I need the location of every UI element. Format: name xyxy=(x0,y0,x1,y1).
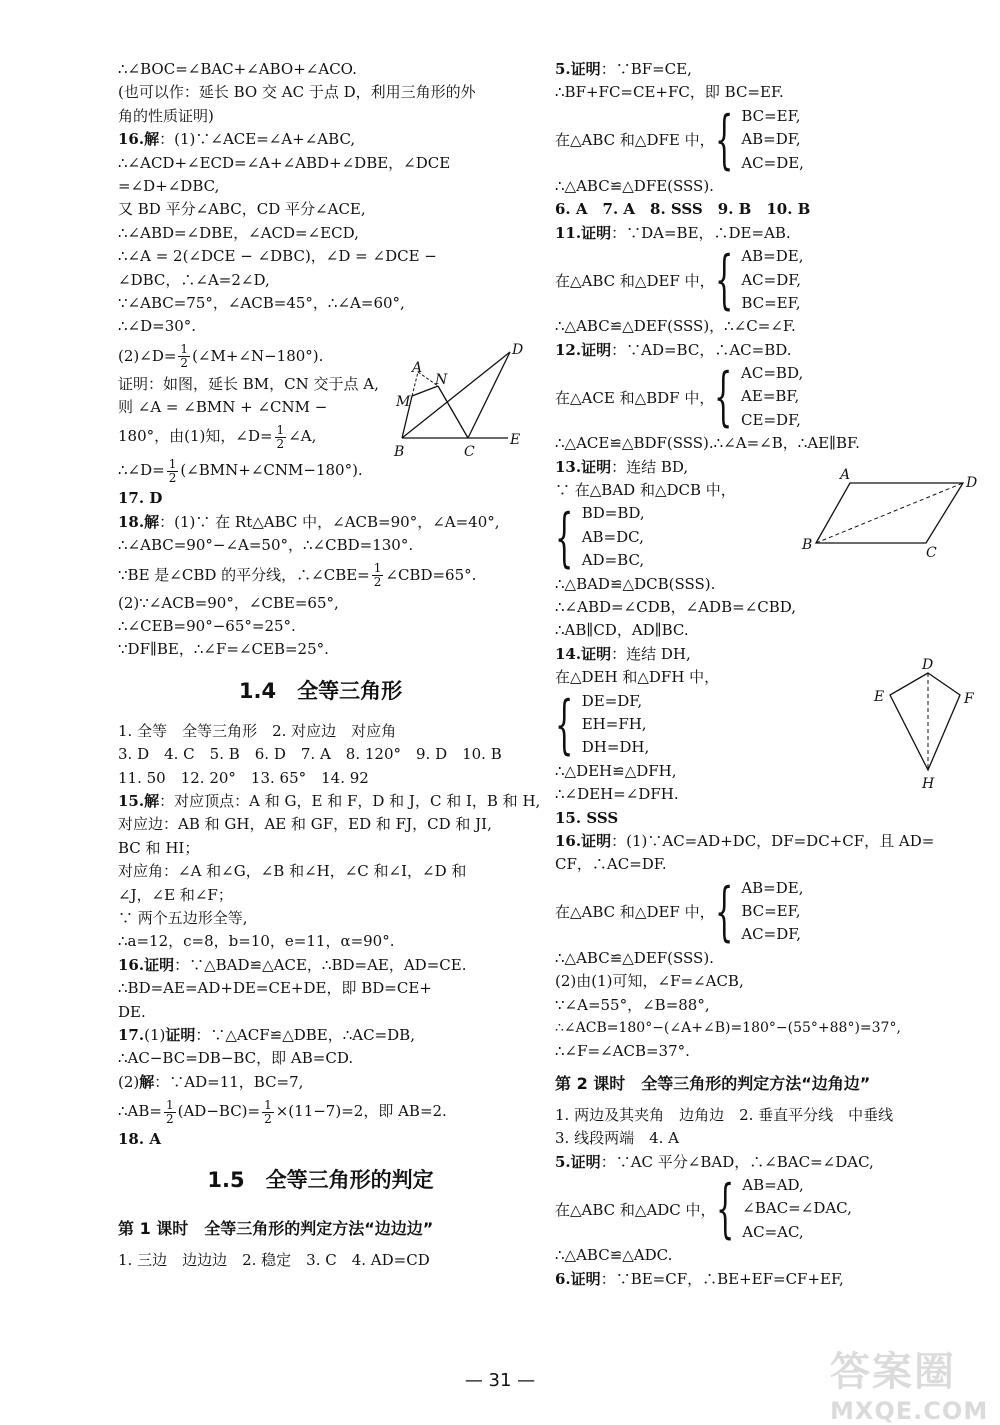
answer-line: 17. D xyxy=(118,489,163,508)
text-line: 对应角：∠A 和∠G，∠B 和∠H，∠C 和∠I，∠D 和 xyxy=(118,862,467,881)
condition: AD=BC, xyxy=(581,551,645,570)
text-line: CF，∴AC=DF. xyxy=(555,855,667,874)
text-line: ∴△ABC≌△ADC. xyxy=(555,1246,673,1265)
text-line: 1. 三边 边边边 2. 稳定 3. C 4. AD=CD xyxy=(118,1251,430,1270)
q-number: 13. xyxy=(555,457,582,476)
text-line xyxy=(118,558,523,592)
text-line: BC 和 HI； xyxy=(118,838,200,857)
kite-DEHF xyxy=(890,673,960,770)
text-line xyxy=(118,1071,523,1094)
text: (∠BMN+∠CNM−180°). xyxy=(180,461,363,480)
brace-icon: { xyxy=(715,1172,734,1247)
fraction xyxy=(164,1099,176,1126)
text-line: =∠D+∠DBC, xyxy=(118,176,220,195)
condition: AC=DE, xyxy=(741,153,804,172)
q-label: 解 xyxy=(144,791,160,810)
brace-list xyxy=(741,105,804,175)
answer-line: 18. A xyxy=(118,1130,161,1149)
text: ：∵AD=11，BC=7, xyxy=(154,1072,304,1091)
label-F: F xyxy=(964,691,974,707)
brace-list xyxy=(582,690,650,760)
condition: AB=DE, xyxy=(741,878,804,897)
text-line: ∵ 在△BAD 和△DCB 中， xyxy=(555,481,736,500)
text: 在△ABC 和△DEF 中， xyxy=(555,271,715,290)
text-line xyxy=(555,1268,995,1291)
brace-list xyxy=(741,362,803,432)
text-line: 对应边：AB 和 GH，AE 和 GF，ED 和 FJ，CD 和 JI, xyxy=(118,815,492,834)
numerator: 1 xyxy=(264,1097,272,1112)
text: ：对应顶点：A 和 G，E 和 F，D 和 J，C 和 I，B 和 H, xyxy=(159,791,541,810)
label-N: N xyxy=(435,372,448,388)
text: ∠A, xyxy=(288,427,317,446)
denominator: 2 xyxy=(264,1111,272,1126)
parallelogram-figure xyxy=(798,465,990,560)
text-line: ∴△ABC≌△DFE(SSS). xyxy=(555,176,714,195)
text: ：(1)∵ 在 Rt△ABC 中，∠ACB=90°，∠A=40°, xyxy=(159,512,500,531)
text-line: 证明：如图，延长 BM，CN 交于点 A, xyxy=(118,374,379,393)
q-number: 5. xyxy=(555,60,571,78)
text: ∵BE 是∠CBD 的平分线，∴∠CBE= xyxy=(118,565,370,584)
condition: AC=DF, xyxy=(741,925,802,944)
fraction xyxy=(372,562,384,589)
q-number: 12. xyxy=(555,340,582,359)
text-line: ∴BF+FC=CE+FC，即 BC=EF. xyxy=(555,83,784,102)
fraction xyxy=(178,343,190,370)
text: ：∵BF=CE, xyxy=(600,60,692,78)
text-line: ∵ 两个五边形全等, xyxy=(118,908,248,927)
text: 在△ABC 和△DFE 中， xyxy=(555,131,715,150)
fraction xyxy=(262,1099,274,1126)
denominator: 2 xyxy=(373,575,382,590)
condition: BD=BD, xyxy=(581,504,645,523)
text-line: 则 ∠A = ∠BMN + ∠CNM − xyxy=(118,398,328,417)
q-label: 证明 xyxy=(581,831,612,850)
text-line: (2)∵∠ACB=90°，∠CBE=65°, xyxy=(118,593,339,612)
text-line: ∴∠D=30°. xyxy=(118,317,197,336)
label-H: H xyxy=(922,776,935,792)
watermark-line1: 答案圈 xyxy=(830,1349,956,1395)
text: 在△ABC 和△ADC 中， xyxy=(555,1200,716,1219)
denominator: 2 xyxy=(276,436,285,451)
brace-list xyxy=(741,877,803,947)
text-line: ∵∠A=55°，∠B=88°, xyxy=(555,995,710,1014)
section-title: 1.4 全等三角形 xyxy=(238,678,403,703)
text: (1) xyxy=(144,1025,166,1044)
text: ：∵△ACF≌△DBE，∴AC=DB, xyxy=(195,1025,415,1044)
numerator: 1 xyxy=(373,561,382,576)
section-title: 1.5 全等三角形的判定 xyxy=(207,1168,434,1193)
denominator: 2 xyxy=(168,470,177,485)
text-line: ∴∠ABC=90°−∠A=50°，∴∠CBD=130°. xyxy=(118,536,414,555)
q-label: 证明 xyxy=(144,955,175,974)
brace-group xyxy=(555,360,995,435)
condition: AB=DE, xyxy=(741,247,804,266)
text-line: ∴AC−BC=DB−BC，即 AB=CD. xyxy=(118,1049,354,1068)
brace-icon: { xyxy=(555,500,574,575)
label-B: B xyxy=(394,444,405,460)
q-number: 11. xyxy=(555,223,582,242)
text-line xyxy=(555,58,995,81)
text-line: 1. 两边及其夹角 边角边 2. 垂直平分线 中垂线 xyxy=(555,1105,894,1124)
text: (AD−BC)= xyxy=(177,1102,261,1121)
text-line: (也可以作：延长 BO 交 AC 于点 D，利用三角形的外 xyxy=(118,83,476,102)
text-line: ∴∠ACD+∠ECD=∠A+∠ABD+∠DBE，∠DCE xyxy=(118,153,451,172)
q-number: 6. xyxy=(555,1269,571,1288)
page-number: — 31 — xyxy=(464,1370,536,1391)
label-D: D xyxy=(966,475,978,491)
brace-group xyxy=(555,102,995,177)
text-line: ∴∠A = 2(∠DCE − ∠DBC)，∠D = ∠DCE − xyxy=(118,247,437,266)
brace-icon: { xyxy=(555,687,574,762)
text-line xyxy=(555,339,995,362)
text: ：∵BE=CF，∴BE+EF=CF+EF, xyxy=(600,1269,844,1288)
numerator: 1 xyxy=(168,456,177,471)
q-number: 16. xyxy=(118,130,145,149)
q-number: 14. xyxy=(555,644,582,663)
label-E: E xyxy=(510,432,521,448)
text-line: ∴∠ABD=∠CDB，∠ADB=∠CBD, xyxy=(555,597,797,616)
text-line: ∵∠ABC=75°，∠ACB=45°，∴∠A=60°, xyxy=(118,293,405,312)
text-line: DE. xyxy=(118,1002,146,1021)
q-label: 证明 xyxy=(570,1152,601,1171)
text-line: ∴AB∥CD，AD∥BC. xyxy=(555,621,689,640)
numerator: 1 xyxy=(165,1097,174,1112)
text-line xyxy=(555,222,995,245)
q-label: 证明 xyxy=(581,457,612,476)
condition: AC=AC, xyxy=(742,1222,804,1241)
text-line: ∴∠ABD=∠DBE，∠ACD=∠ECD, xyxy=(118,223,359,242)
watermark-line2: MXQE.COM xyxy=(830,1397,989,1425)
text-line: 在△DEH 和△DFH 中， xyxy=(555,668,720,687)
condition: EH=FH, xyxy=(581,714,647,733)
left-column xyxy=(118,58,541,1273)
text-line: ∴∠CEB=90°−65°=25°. xyxy=(118,617,296,636)
condition: AC=DF, xyxy=(741,270,802,289)
condition: AB=DC, xyxy=(581,527,644,546)
condition: AC=BD, xyxy=(741,364,804,383)
text: ∠CBD=65°. xyxy=(385,565,477,584)
text-line xyxy=(118,1094,523,1128)
text-line: (2)由(1)可知，∠F=∠ACB, xyxy=(555,972,744,991)
q-label: 解 xyxy=(144,130,160,149)
watermark xyxy=(830,1340,995,1425)
brace-icon: { xyxy=(714,360,733,435)
text: ∴∠D= xyxy=(118,461,165,480)
brace-list xyxy=(582,502,645,572)
text-line: ∴△DEH≌△DFH, xyxy=(555,761,677,780)
label-M: M xyxy=(396,394,411,410)
label-E: E xyxy=(874,689,885,705)
text-line: 角的性质证明) xyxy=(118,106,214,125)
text: ：连结 DH, xyxy=(611,644,691,663)
answer-line: 15. SSS xyxy=(555,808,619,827)
text-line: ∴∠BOC=∠BAC+∠ABO+∠ACO. xyxy=(118,60,357,78)
kite-figure xyxy=(870,655,985,795)
q-label: 证明 xyxy=(570,60,601,78)
q-label: 证明 xyxy=(581,223,612,242)
text: ：(1)∵AC=AD+DC，DF=DC+CF，且 AD= xyxy=(611,831,935,850)
brace-icon: { xyxy=(714,102,733,177)
fraction xyxy=(275,424,287,451)
label-A: A xyxy=(840,467,851,483)
text: (2) xyxy=(118,1072,140,1091)
text: ：∵AD=BC，∴AC=BD. xyxy=(611,340,792,359)
condition: AE=BF, xyxy=(741,387,800,406)
q16-line xyxy=(118,128,523,151)
q-number: 17. xyxy=(118,1025,145,1044)
condition: BC=EF, xyxy=(741,106,801,125)
text-line: ∴∠F=∠ACB=37°. xyxy=(555,1042,690,1061)
text: ：∵AC 平分∠BAD，∴∠BAC=∠DAC, xyxy=(600,1152,874,1171)
text-line: ∴a=12，c=8，b=10，e=11，α=90°. xyxy=(118,932,395,951)
label-C: C xyxy=(464,444,475,460)
text-line: 又 BD 平分∠ABC，CD 平分∠ACE, xyxy=(118,200,366,219)
text: ∴AB= xyxy=(118,1102,162,1121)
text: (∠M+∠N−180°). xyxy=(192,346,324,365)
q-label: 证明 xyxy=(581,644,612,663)
fraction xyxy=(167,458,179,485)
label-B: B xyxy=(802,537,813,553)
text-line: 3. 线段两端 4. A xyxy=(555,1129,679,1148)
condition: BC=EF, xyxy=(741,293,801,312)
text-line: ∴BD=AE=AD+DE=CE+DE，即 BD=CE+ xyxy=(118,979,432,998)
brace-icon: { xyxy=(714,243,733,318)
q-number: 18. xyxy=(118,512,145,531)
condition: AB=AD, xyxy=(742,1175,804,1194)
q-label: 证明 xyxy=(570,1269,601,1288)
line-NC xyxy=(438,386,468,438)
condition: BC=EF, xyxy=(741,902,801,921)
label-C: C xyxy=(926,545,937,560)
text-line: ∴△BAD≌△DCB(SSS). xyxy=(555,574,716,593)
text-line xyxy=(118,954,523,977)
subsection-title: 第 1 课时 全等三角形的判定方法“边边边” xyxy=(118,1219,434,1239)
text: (2)∠D= xyxy=(118,346,177,365)
q-label: 证明 xyxy=(165,1025,196,1044)
q18-line xyxy=(118,511,523,534)
q-number: 15. xyxy=(118,791,145,810)
text-line xyxy=(555,830,995,853)
text-line: ∴∠ACB=180°−(∠A+∠B)=180°−(55°+88°)=37°, xyxy=(555,1020,901,1037)
text: ：∵DA=BE，∴DE=AB. xyxy=(611,223,791,242)
text-line: ∴△ABC≌△DEF(SSS). xyxy=(555,948,714,967)
text-line xyxy=(555,1151,995,1174)
text: 在△ACE 和△BDF 中， xyxy=(555,388,715,407)
condition: ∠BAC=∠DAC, xyxy=(742,1199,852,1218)
denominator: 2 xyxy=(165,1111,174,1126)
denominator: 2 xyxy=(180,356,189,371)
condition: CE=DF, xyxy=(741,410,801,429)
text-line: 11. 50 12. 20° 13. 65° 14. 92 xyxy=(118,768,369,787)
q-label: 解 xyxy=(144,512,160,531)
condition: DE=DF, xyxy=(581,691,643,710)
brace-group xyxy=(555,243,995,318)
text-line: ∵DF∥BE，∴∠F=∠CEB=25°. xyxy=(118,640,329,659)
text: ：(1)∵∠ACE=∠A+∠ABC, xyxy=(159,130,356,149)
text-line: ∴∠DEH=∠DFH. xyxy=(555,785,679,804)
text-line: 3. D 4. C 5. B 6. D 7. A 8. 120° 9. D 10. B xyxy=(118,745,502,764)
text-line xyxy=(118,790,541,813)
brace-list xyxy=(742,1174,852,1244)
text-line xyxy=(118,1024,523,1047)
text: ：连结 BD, xyxy=(611,457,689,476)
label-A: A xyxy=(412,360,423,376)
brace-icon: { xyxy=(714,874,733,949)
text-line: ∠J，∠E 和∠F； xyxy=(118,885,233,904)
q-number: 16. xyxy=(555,831,582,850)
text: ：∵△BAD≌△ACE，∴BD=AE，AD=CE. xyxy=(174,955,467,974)
label-D: D xyxy=(512,342,524,358)
text-line: ∴△ACE≌△BDF(SSS).∴∠A=∠B，∴AE∥BF. xyxy=(555,434,860,453)
brace-group xyxy=(555,874,995,949)
text: 在△ABC 和△DEF 中， xyxy=(555,903,715,922)
q-label: 解 xyxy=(139,1072,155,1091)
brace-list xyxy=(741,245,803,315)
triangle-figure xyxy=(388,340,528,460)
q-number: 5. xyxy=(555,1152,571,1171)
answer-line: 6. A 7. A 8. SSS 9. B 10. B xyxy=(555,200,811,219)
dashed-BD xyxy=(816,483,963,543)
numerator: 1 xyxy=(276,422,285,437)
text: ×(11−7)=2，即 AB=2. xyxy=(275,1102,447,1121)
numerator: 1 xyxy=(180,342,189,357)
q-number: 16. xyxy=(118,955,145,974)
condition: DH=DH, xyxy=(581,738,650,757)
text-line: ∴△ABC≌△DEF(SSS)，∴∠C=∠F. xyxy=(555,317,796,336)
text: 180°，由(1)知，∠D= xyxy=(118,427,273,446)
q-label: 证明 xyxy=(581,340,612,359)
line-CD xyxy=(468,352,510,438)
brace-group xyxy=(555,1172,995,1247)
condition: AB=DF, xyxy=(741,130,801,149)
text-line: ∠DBC，∴∠A=2∠D, xyxy=(118,270,270,289)
label-D: D xyxy=(922,657,934,673)
subsection-title: 第 2 课时 全等三角形的判定方法“边角边” xyxy=(555,1073,871,1093)
text-line: 1. 全等 全等三角形 2. 对应边 对应角 xyxy=(118,721,397,740)
